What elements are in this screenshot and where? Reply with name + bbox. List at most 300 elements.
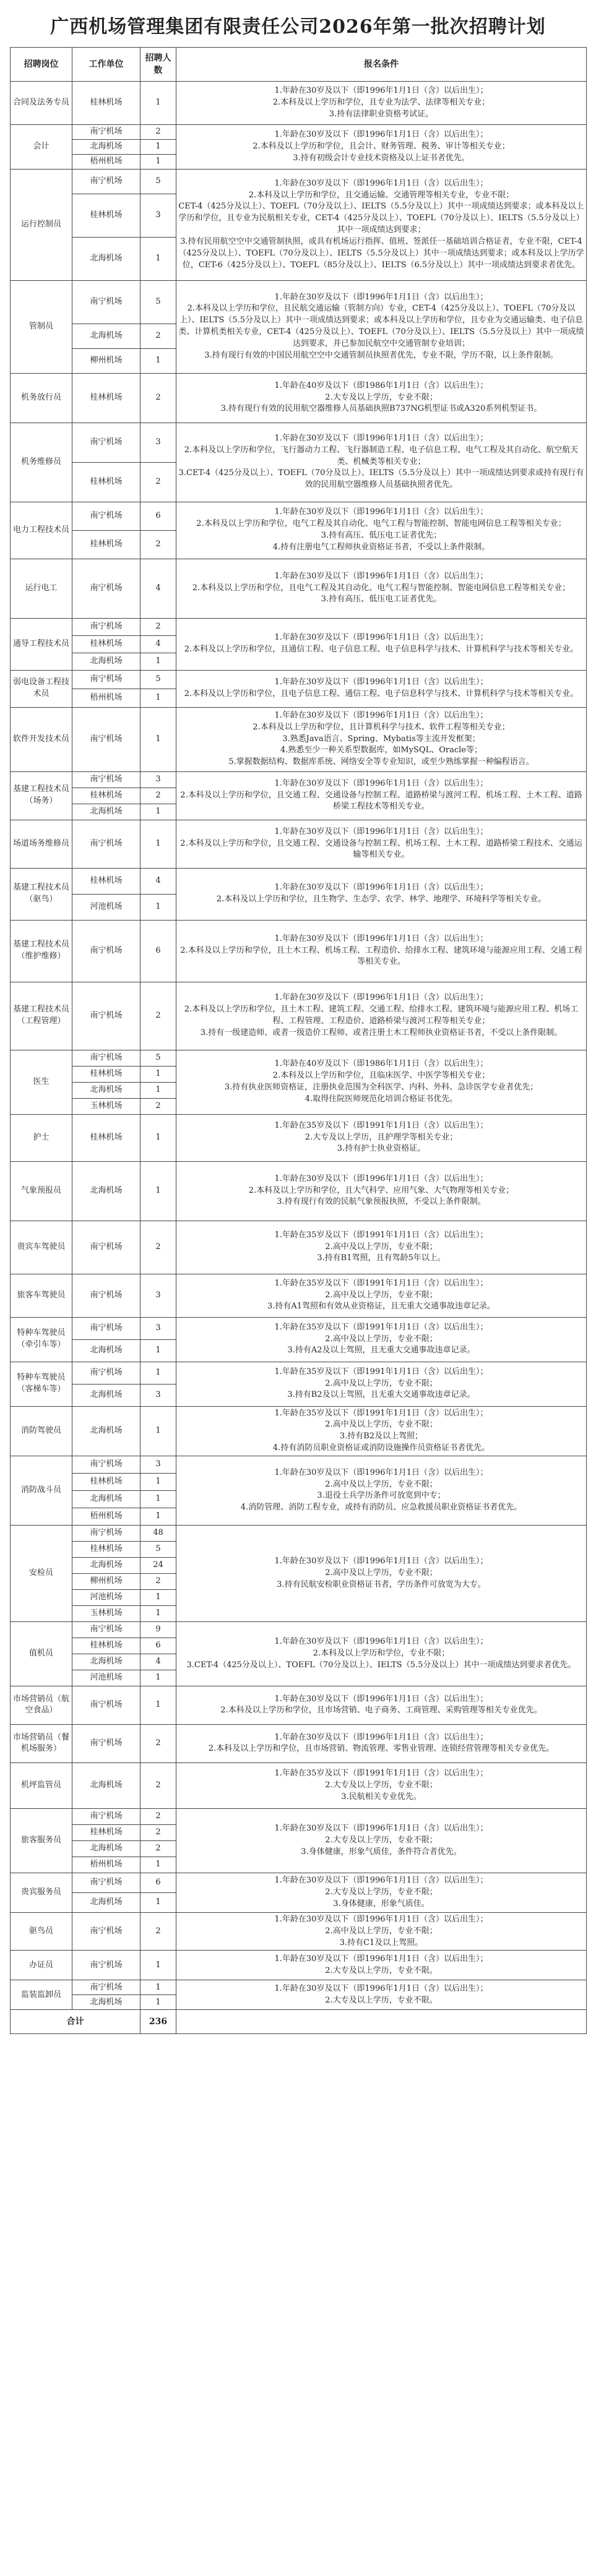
requirements-cell (176, 1050, 587, 1114)
requirement-line: 1.年龄在30岁及以下（即1996年1月1日（含）以后出生）； (274, 130, 488, 139)
requirements-cell (176, 920, 587, 982)
requirement-line: 2.本科及以上学历和学位，且土木工程、建筑工程、交通工程、给排水工程、建筑环境与能源应用工程、机场工程、工程管理、工程造价、道路桥梁与渡河工程等相关专业； (184, 1005, 579, 1026)
unit-cell: 桂林机场 (72, 373, 140, 423)
requirements-cell (176, 1621, 587, 1686)
table-row (11, 125, 587, 140)
requirement-line: 3.持有现行有效的中国民用航空空中交通管制员执照者优先，专业不限，学历不限，以上条件限制。 (204, 350, 558, 360)
unit-cell: 南宁机场 (72, 280, 140, 324)
count-cell: 3 (140, 771, 176, 788)
header-post: 招聘岗位 (11, 48, 72, 82)
count-cell: 2 (140, 530, 176, 559)
requirement-line: 2.本科及以上学历和学位，且计算机科学与技术、软件工程等相关专业； (253, 722, 510, 732)
count-cell: 5 (140, 169, 176, 194)
count-cell: 4 (140, 559, 176, 618)
count-cell: 4 (140, 1654, 176, 1670)
requirement-line: 3.持有现行有效的民航气象预报执照，不受以上条件限制。 (277, 1197, 486, 1207)
requirements-cell (176, 423, 587, 502)
post-cell: 机务维修员 (11, 423, 72, 502)
table-row (11, 502, 587, 530)
table-body (11, 82, 587, 2010)
table-row (11, 1912, 587, 1951)
requirement-line: 4.持有消防员职业资格证或消防设施操作员资格证书者优先。 (272, 1443, 490, 1453)
post-cell: 电力工程技术员 (11, 502, 72, 559)
count-cell: 1 (140, 894, 176, 920)
unit-cell: 北海机场 (72, 653, 140, 670)
count-cell: 1 (140, 689, 176, 707)
requirement-line: 1.年龄在30岁及以下（即1996年1月1日（含）以后出生）； (274, 1984, 488, 1994)
table-row (11, 1724, 587, 1762)
unit-cell: 桂林机场 (72, 194, 140, 237)
table-row (11, 1161, 587, 1221)
table-row (11, 1456, 587, 1473)
table-row (11, 1221, 587, 1274)
requirement-line: 1.年龄在30岁及以下（即1996年1月1日（含）以后出生）； (274, 1694, 488, 1704)
count-cell: 2 (140, 1824, 176, 1840)
requirement-line: 2.本科及以上学历和学位，且大气科学、应用气象、大气物理等相关专业； (248, 1185, 514, 1195)
requirement-line: 2.大专及以上学历，且护理学等相关专业； (304, 1132, 458, 1142)
requirement-line: 3.熟悉Java语言、Spring、Mybatis等主流开发框架； (282, 734, 480, 744)
count-cell: 5 (140, 280, 176, 324)
requirement-line: 2.本科及以上学历和学位，且电子信息工程、通信工程、电子信息科学与技术、计算机科学与技术等相关专业。 (184, 689, 579, 699)
count-cell: 1 (140, 653, 176, 670)
table-row (11, 1980, 587, 1995)
requirement-line: 1.年龄在30岁及以下（即1996年1月1日（含）以后出生）； (274, 178, 488, 188)
count-cell: 2 (140, 462, 176, 502)
count-cell: 1 (140, 1589, 176, 1605)
requirement-line: 3.CET-4（425分及以上）、TOEFL（70分及以上）、IELTS（5.5分及以上）其中一项成绩达到要求或持有现行有效的民用航空器维修人员基础执照者优先。 (178, 468, 584, 490)
unit-cell: 桂林机场 (72, 1473, 140, 1490)
requirements-cell (176, 1362, 587, 1406)
requirement-line: 1.年龄在30岁及以下（即1996年1月1日（含）以后出生）； (274, 433, 488, 443)
requirements-cell (176, 1456, 587, 1525)
unit-cell: 梧州机场 (72, 689, 140, 707)
unit-cell: 南宁机场 (72, 1980, 140, 1995)
unit-cell: 北海机场 (72, 1557, 140, 1573)
unit-cell: 玉林机场 (72, 1605, 140, 1621)
unit-cell: 南宁机场 (72, 1686, 140, 1724)
requirement-line: 1.年龄在30岁及以下（即1996年1月1日（含）以后出生）； (274, 934, 488, 943)
header-count: 招聘人数 (140, 48, 176, 82)
count-cell: 2 (140, 788, 176, 804)
count-cell: 1 (140, 1686, 176, 1724)
unit-cell: 南宁机场 (72, 1050, 140, 1066)
post-cell: 软件开发技术员 (11, 707, 72, 771)
table-row (11, 868, 587, 894)
post-cell: 合同及法务专员 (11, 82, 72, 125)
requirement-line: 1.年龄在30岁及以下（即1996年1月1日（含）以后出生）； (274, 1824, 488, 1834)
unit-cell: 桂林机场 (72, 788, 140, 804)
unit-cell: 南宁机场 (72, 920, 140, 982)
unit-cell: 北海机场 (72, 1892, 140, 1912)
post-cell: 市场营销员（餐机场服务） (11, 1724, 72, 1762)
unit-cell: 桂林机场 (72, 1541, 140, 1557)
post-cell: 市场营销员（航空食品） (11, 1686, 72, 1724)
count-cell: 1 (140, 1892, 176, 1912)
requirement-line: 1.年龄在30岁及以下（即1996年1月1日（含）以后出生）； (274, 1174, 488, 1183)
post-cell: 监装监卸员 (11, 1980, 72, 2010)
unit-cell: 梧州机场 (72, 154, 140, 169)
unit-cell: 北海机场 (72, 804, 140, 820)
unit-cell: 桂林机场 (72, 462, 140, 502)
requirement-line: 1.年龄在40岁及以下（即1986年1月1日（含）以后出生）； (274, 380, 488, 390)
count-cell: 1 (140, 1114, 176, 1161)
count-cell: 1 (140, 1508, 176, 1525)
table-row (11, 1050, 587, 1066)
unit-cell: 南宁机场 (72, 670, 140, 689)
requirement-line: 1.年龄在30岁及以下（即1996年1月1日（含）以后出生）； (274, 1914, 488, 1924)
count-cell: 3 (140, 194, 176, 237)
unit-cell: 南宁机场 (72, 169, 140, 194)
requirement-line: 2.高中及以上学历，专业不限； (325, 1926, 438, 1936)
requirements-cell (176, 1724, 587, 1762)
requirement-line: 2.大专及以上学历，专业不限。 (325, 1995, 438, 2005)
count-cell: 2 (140, 324, 176, 348)
requirement-line: 4.持有注册电气工程师执业资格证书者，不受以上条件限制。 (272, 542, 490, 552)
requirements-cell (176, 1808, 587, 1873)
unit-cell: 桂林机场 (72, 1066, 140, 1082)
count-cell: 1 (140, 1406, 176, 1456)
unit-cell: 北海机场 (72, 1490, 140, 1508)
count-cell: 3 (140, 1317, 176, 1339)
requirements-cell (176, 125, 587, 170)
post-cell: 运行电工 (11, 559, 72, 618)
recruitment-table (10, 47, 587, 2034)
requirement-line: 1.年龄在30岁及以下（即1996年1月1日（含）以后出生）； (274, 1876, 488, 1886)
unit-cell: 北海机场 (72, 1082, 140, 1098)
requirement-line: 2.大专及以上学历，专业不限； (325, 392, 438, 402)
requirements-cell (176, 1525, 587, 1621)
unit-cell: 南宁机场 (72, 125, 140, 140)
requirement-line: 2.高中及以上学历，专业不限； (325, 1242, 438, 1252)
requirements-cell (176, 670, 587, 707)
requirement-line: 3.持有初级会计专业技术资格及以上证书者优先。 (293, 153, 470, 163)
requirement-line: 3.持有现行有效的民用航空器维修人员基础执照B737NG机型证书或A320系列机型证书。 (220, 404, 542, 414)
count-cell: 4 (140, 868, 176, 894)
requirement-line: 1.年龄在30岁及以下（即1996年1月1日（含）以后出生）； (274, 1467, 488, 1477)
count-cell: 1 (140, 707, 176, 771)
requirement-line: 1.年龄在30岁及以下（即1996年1月1日（含）以后出生）； (274, 826, 488, 836)
requirement-line: 2.高中及以上学历，专业不限； (325, 1479, 438, 1489)
count-cell: 1 (140, 1995, 176, 2010)
requirement-line: 1.年龄在30岁及以下（即1996年1月1日（含）以后出生）； (274, 1954, 488, 1964)
requirement-line: 2.本科及以上学历和学位，且会计、财务管理、税务、审计等相关专业； (253, 141, 510, 151)
unit-cell: 北海机场 (72, 139, 140, 154)
requirement-line: 2.本科及以上学历和学位，且市场营销、物流管理、零售业管理、连锁经营管理等相关专业优先。 (208, 1744, 555, 1754)
unit-cell: 北海机场 (72, 1406, 140, 1456)
post-cell: 机务放行员 (11, 373, 72, 423)
requirement-line: 2.大专及以上学历，专业不限。 (325, 1965, 438, 1975)
requirement-line: 1.年龄在35岁及以下（即1991年1月1日（含）以后出生）； (274, 1230, 488, 1240)
unit-cell: 南宁机场 (72, 1621, 140, 1638)
requirement-line: 3.持有法律职业资格考试证。 (329, 109, 434, 119)
count-cell: 1 (140, 348, 176, 373)
requirement-line: 1.年龄在30岁及以下（即1996年1月1日（含）以后出生）； (274, 571, 488, 581)
requirement-line: 3.持有护士执业资格证。 (337, 1144, 426, 1154)
requirements-cell (176, 982, 587, 1050)
count-cell: 6 (140, 502, 176, 530)
unit-cell: 南宁机场 (72, 820, 140, 868)
requirements-cell (176, 1912, 587, 1951)
requirements-cell (176, 1873, 587, 1912)
count-cell: 2 (140, 1912, 176, 1951)
post-cell: 机坪监管员 (11, 1762, 72, 1808)
requirements-cell (176, 1980, 587, 2010)
unit-cell: 河池机场 (72, 1589, 140, 1605)
requirement-line: 1.年龄在30岁及以下（即1996年1月1日（含）以后出生）； (274, 86, 488, 96)
requirements-cell (176, 373, 587, 423)
count-cell: 2 (140, 1840, 176, 1857)
table-row (11, 559, 587, 618)
requirements-cell (176, 868, 587, 920)
requirements-cell (176, 169, 587, 280)
unit-cell: 南宁机场 (72, 1456, 140, 1473)
unit-cell: 北海机场 (72, 1339, 140, 1362)
requirement-line: CET-4（425分及以上）、TOEFL（70分及以上）、IELTS（5.5分及以上）其中一项成绩达到要求；或本科及以上学历和学位，且专业为民航相关专业，CET-4（425分及以上）、TOEFL（70分及以上）、IELTS（5.5分及以上）其中一项成绩达到要求； (178, 202, 584, 235)
requirement-line: 4.取得住院医师规范化培训合格证书优先。 (304, 1094, 458, 1104)
requirement-line: 2.大专及以上学历，专业不限； (325, 1780, 438, 1790)
count-cell: 2 (140, 1098, 176, 1114)
table-row (11, 423, 587, 462)
requirements-cell (176, 1951, 587, 1980)
post-cell: 基建工程技术员（场务） (11, 771, 72, 820)
requirement-line: 2.本科及以上学历和学位，且交通工程、交通设备与控制工程、道路桥梁与渡河工程、机场工程、土木工程、道路桥梁工程技术等相关专业。 (180, 790, 582, 812)
table-row (11, 1808, 587, 1824)
requirement-line: 3.身体健康，形象气质佳，条件符合者优先。 (301, 1847, 462, 1857)
count-cell: 2 (140, 1221, 176, 1274)
requirement-line: 5.掌握数据结构、数据库系统、网络安全等专业知识，或至少熟练掌握一种编程语言。 (228, 757, 534, 767)
count-cell: 2 (140, 125, 176, 140)
requirement-line: 2.本科及以上学历和学位，且电气工程及其自动化、电气工程与智能控制、智能电网信息工程等相关专业； (192, 583, 571, 593)
requirement-line: 2.高中及以上学历，专业不限； (325, 1290, 438, 1300)
count-cell: 1 (140, 139, 176, 154)
post-cell: 医生 (11, 1050, 72, 1114)
unit-cell: 梧州机场 (72, 1508, 140, 1525)
requirement-line: 3.民航相关专业优先。 (341, 1792, 421, 1801)
requirement-line: 2.本科及以上学历和学位，且通信工程、电子信息工程、电子信息科学与技术、计算机科学与技术等相关专业。 (184, 645, 579, 655)
unit-cell: 玉林机场 (72, 1098, 140, 1114)
count-cell: 1 (140, 82, 176, 125)
requirement-line: 1.年龄在40岁及以下（即1986年1月1日（含）以后出生）； (274, 1059, 488, 1069)
table-row (11, 1686, 587, 1724)
unit-cell: 南宁机场 (72, 1274, 140, 1317)
requirements-cell (176, 820, 587, 868)
unit-cell: 南宁机场 (72, 1221, 140, 1274)
unit-cell: 南宁机场 (72, 1525, 140, 1541)
unit-cell: 南宁机场 (72, 707, 140, 771)
requirements-cell (176, 559, 587, 618)
unit-cell: 南宁机场 (72, 559, 140, 618)
requirements-cell (176, 618, 587, 670)
count-cell: 2 (140, 1724, 176, 1762)
count-cell: 6 (140, 1873, 176, 1892)
count-cell: 2 (140, 373, 176, 423)
count-cell: 5 (140, 1050, 176, 1066)
count-cell: 1 (140, 820, 176, 868)
count-cell: 6 (140, 1638, 176, 1654)
requirements-cell (176, 1114, 587, 1161)
unit-cell: 梧州机场 (72, 1857, 140, 1873)
requirement-line: 1.年龄在30岁及以下（即1996年1月1日（含）以后出生）； (274, 292, 488, 302)
requirement-line: 2.本科及以上学历和学位，且生物学、生态学、农学、林学、地理学、环境科学等相关专业。 (216, 895, 546, 904)
requirements-cell (176, 1406, 587, 1456)
requirement-line: 3.持有高压、低压电工证者优先； (321, 531, 442, 541)
requirement-line: 2.大专及以上学历，专业不限； (325, 1887, 438, 1897)
table-row (11, 771, 587, 788)
table-row (11, 82, 587, 125)
count-cell: 48 (140, 1525, 176, 1541)
table-row (11, 373, 587, 423)
unit-cell: 北海机场 (72, 1995, 140, 2010)
count-cell: 4 (140, 635, 176, 653)
header-unit: 工作单位 (72, 48, 140, 82)
requirement-line: 1.年龄在30岁及以下（即1996年1月1日（含）以后出生）； (274, 1637, 488, 1647)
table-row (11, 670, 587, 689)
post-cell: 特种车驾驶员（牵引车等） (11, 1317, 72, 1362)
requirement-line: 1.年龄在30岁及以下（即1996年1月1日（含）以后出生）； (274, 1556, 488, 1566)
requirement-line: 3.退役士兵学历条件可放宽到中专； (317, 1491, 446, 1501)
requirements-cell (176, 502, 587, 559)
requirement-line: 4.熟悉至少一种关系型数据库，如MySQL、Oracle等； (280, 745, 482, 755)
requirement-line: 3.持有B2及以上驾照； (339, 1432, 423, 1441)
total-blank (176, 2010, 587, 2034)
unit-cell: 南宁机场 (72, 1317, 140, 1339)
requirement-line: 1.年龄在30岁及以下（即1996年1月1日（含）以后出生）； (274, 993, 488, 1003)
table-row (11, 1114, 587, 1161)
unit-cell: 南宁机场 (72, 618, 140, 635)
requirement-line: 2.本科及以上学历和学位，电气工程及其自动化、电气工程与智能控制、智能电网信息工程等相关专业； (196, 519, 566, 529)
requirement-line: 1.年龄在30岁及以下（即1996年1月1日（含）以后出生）； (274, 633, 488, 643)
total-row (11, 2010, 587, 2034)
count-cell: 1 (140, 237, 176, 280)
unit-cell: 南宁机场 (72, 1912, 140, 1951)
unit-cell: 桂林机场 (72, 1638, 140, 1654)
count-cell: 1 (140, 1161, 176, 1221)
count-cell: 3 (140, 1274, 176, 1317)
requirement-line: 3.CET-4（425分及以上）、TOEFL（70分及以上）、IELTS（5.5分及以上）其中一项成绩达到要求者优先。 (186, 1660, 576, 1670)
requirement-line: 3.持有民用航空空中交通管制执照，或具有机场运行指挥、值班、签派任一基础培训合格证者，专业不限，CET-4（425分及以上）、TOEFL（70分及以上）、IELTS（5.5分及以上）其中一项成绩达到要求；或本科及以上学历学位，CET-6（425分及以上）、TOEFL（85分及以上）、IELTS（6.5分及以上）其中一项成绩达到要求者优先。 (178, 236, 584, 270)
requirement-line: 2.大专及以上学历，专业不限； (325, 1835, 438, 1845)
table-row (11, 618, 587, 635)
count-cell: 1 (140, 1670, 176, 1686)
unit-cell: 南宁机场 (72, 982, 140, 1050)
unit-cell: 桂林机场 (72, 1824, 140, 1840)
post-cell: 贵宾车驾驶员 (11, 1221, 72, 1274)
post-cell: 通导工程技术员 (11, 618, 72, 670)
unit-cell: 桂林机场 (72, 530, 140, 559)
requirement-line: 1.年龄在30岁及以下（即1996年1月1日（含）以后出生）； (274, 883, 488, 893)
table-row (11, 1274, 587, 1317)
count-cell: 24 (140, 1557, 176, 1573)
requirement-line: 1.年龄在35岁及以下（即1991年1月1日（含）以后出生）； (274, 1120, 488, 1130)
header-row (11, 48, 587, 82)
unit-cell: 桂林机场 (72, 82, 140, 125)
count-cell: 1 (140, 804, 176, 820)
table-row (11, 820, 587, 868)
requirement-line: 3.持有A1驾照和有效从业资格证，且无重大交通事故违章记录。 (267, 1302, 496, 1312)
post-cell: 旅客车驾驶员 (11, 1274, 72, 1317)
requirement-line: 1.年龄在35岁及以下（即1991年1月1日（含）以后出生）； (274, 1769, 488, 1779)
count-cell: 1 (140, 1066, 176, 1082)
requirement-line: 2.本科及以上学历和学位，且民航交通运输（管制方向）专业，CET-4（425分及以上）、TOEFL（70分及以上）、IELTS（5.5分及以上）其中一项成绩达到要求；或本科及以上学历和学位，且专业为交通运输类、电子信息类、计算机类相关专业，CET-4（425分及以上）、TOEFL（70分及以上）、IELTS（5.5分及以上）其中一项成绩达到要求，并已参加民航空中交通管制专业培训； (178, 304, 584, 348)
unit-cell: 北海机场 (72, 1762, 140, 1808)
requirement-line: 3.身体健康，形象气质佳。 (333, 1899, 430, 1908)
requirement-line: 2.高中及以上学历，专业不限； (325, 1378, 438, 1388)
requirement-line: 3.持有B1驾照，且有驾龄5年以上。 (317, 1253, 446, 1263)
unit-cell: 南宁机场 (72, 1951, 140, 1980)
unit-cell: 北海机场 (72, 1161, 140, 1221)
count-cell: 1 (140, 1362, 176, 1384)
count-cell: 2 (140, 618, 176, 635)
requirement-line: 1.年龄在30岁及以下（即1996年1月1日（含）以后出生）； (274, 710, 488, 720)
requirements-cell (176, 1762, 587, 1808)
post-cell: 基建工程技术员（驱鸟） (11, 868, 72, 920)
requirement-line: 2.本科及以上学历和学位，且专业为法学、法律等相关专业； (272, 98, 490, 108)
requirement-line: 3.持有C1及以上驾照。 (339, 1938, 423, 1947)
count-cell: 1 (140, 1473, 176, 1490)
unit-cell: 桂林机场 (72, 635, 140, 653)
post-cell: 驱鸟员 (11, 1912, 72, 1951)
unit-cell: 北海机场 (72, 1384, 140, 1406)
requirement-line: 3.持有民航安检职业资格证书者，学历条件可放宽为大专。 (277, 1579, 486, 1589)
count-cell: 1 (140, 1951, 176, 1980)
total-label: 合计 (11, 2010, 140, 2034)
post-cell: 运行控制员 (11, 169, 72, 280)
requirement-line: 2.高中及以上学历，专业不限； (325, 1420, 438, 1430)
requirement-line: 2.高中及以上学历，专业不限； (325, 1334, 438, 1344)
requirements-cell (176, 1221, 587, 1274)
requirement-line: 2.本科及以上学历和学位，且交通运输、交通管理等相关专业，专业不限； (248, 190, 514, 200)
requirement-line: 1.年龄在30岁及以下（即1996年1月1日（含）以后出生）； (274, 507, 488, 517)
requirement-line: 2.本科及以上学历和学位，专业不限； (313, 1648, 450, 1658)
post-cell: 办证员 (11, 1951, 72, 1980)
post-cell: 弱电设备工程技术员 (11, 670, 72, 707)
requirement-line: 1.年龄在35岁及以下（即1991年1月1日（含）以后出生）； (274, 1278, 488, 1288)
count-cell: 1 (140, 1490, 176, 1508)
count-cell: 1 (140, 154, 176, 169)
count-cell: 1 (140, 1605, 176, 1621)
table-row (11, 982, 587, 1050)
table-row (11, 1406, 587, 1456)
post-cell: 值机员 (11, 1621, 72, 1686)
unit-cell: 北海机场 (72, 1840, 140, 1857)
post-cell: 旅客服务员 (11, 1808, 72, 1873)
table-row (11, 920, 587, 982)
table-row (11, 169, 587, 194)
unit-cell: 北海机场 (72, 1654, 140, 1670)
requirement-line: 1.年龄在35岁及以下（即1991年1月1日（含）以后出生）； (274, 1322, 488, 1332)
requirement-line: 1.年龄在30岁及以下（即1996年1月1日（含）以后出生）； (274, 1732, 488, 1742)
unit-cell: 北海机场 (72, 237, 140, 280)
post-cell: 特种车驾驶员（客梯车等） (11, 1362, 72, 1406)
post-cell: 消防战斗员 (11, 1456, 72, 1525)
count-cell: 3 (140, 423, 176, 462)
table-row (11, 1951, 587, 1980)
unit-cell: 桂林机场 (72, 868, 140, 894)
unit-cell: 柳州机场 (72, 348, 140, 373)
unit-cell: 南宁机场 (72, 423, 140, 462)
unit-cell: 南宁机场 (72, 1808, 140, 1824)
requirement-line: 2.高中及以上学历，专业不限； (325, 1568, 438, 1578)
unit-cell: 河池机场 (72, 1670, 140, 1686)
unit-cell: 南宁机场 (72, 1362, 140, 1384)
post-cell: 基建工程技术员（工程管理） (11, 982, 72, 1050)
post-cell: 贵宾服务员 (11, 1873, 72, 1912)
count-cell: 3 (140, 1456, 176, 1473)
unit-cell: 南宁机场 (72, 771, 140, 788)
requirement-line: 3.持有执业医师资格证，注册执业范围为全科医学、内科、外科、急诊医学专业者优先； (224, 1083, 538, 1093)
requirement-line: 2.本科及以上学历和学位，飞行器动力工程、飞行器制造工程、电子信息工程、电气工程及其自动化、航空航天类、机械类等相关专业； (184, 445, 579, 466)
unit-cell: 南宁机场 (72, 1724, 140, 1762)
